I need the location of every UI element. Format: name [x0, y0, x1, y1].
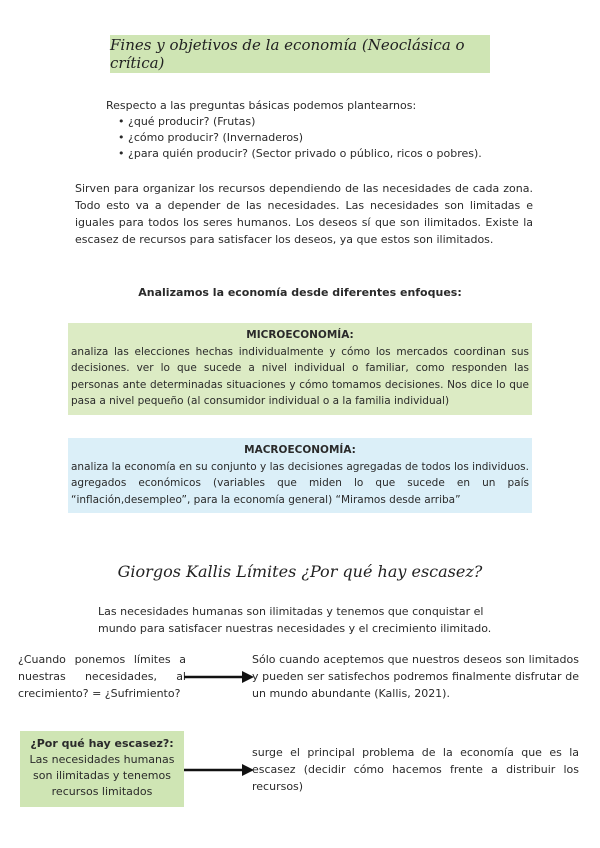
section-heading: Analizamos la economía desde diferentes enfoques:: [138, 286, 462, 299]
limits-question: ¿Cuando ponemos límites a nuestras necesidades, al crecimiento? = ¿Sufrimiento?: [18, 653, 186, 700]
intro-lead: Respecto a las preguntas básicas podemos plantearnos:: [106, 99, 417, 112]
micro-title: MICROECONOMÍA:: [246, 329, 354, 341]
list-item: • ¿qué producir? (Frutas): [118, 114, 482, 130]
arrow-right-icon: [184, 763, 254, 777]
microeconomics-box: [68, 323, 532, 415]
list-item: • ¿para quién producir? (Sector privado o público, ricos o pobres).: [118, 146, 482, 162]
questions-list: [118, 114, 482, 162]
scarcity-box: [20, 731, 184, 807]
kallis-heading: Giorgos Kallis Límites ¿Por qué hay escasez?: [117, 562, 483, 581]
page-title: Fines y objetivos de la economía (Neoclásica o crítica): [110, 35, 490, 73]
kallis-quote: Las necesidades humanas son ilimitadas y tenemos que conquistar el mundo para satisfacer nuestras necesidades y el crecimiento ilimitado.: [98, 605, 492, 635]
macro-text: analiza la economía en su conjunto y las decisiones agregadas de todos los individuos. agregados económicos (variables que miden lo que sucede en un país “inflación,desempleo”, para la economía general) “Miramos desde arriba”: [71, 460, 529, 506]
scarcity-text: Las necesidades humanas son ilimitadas y tenemos recursos limitados: [29, 753, 175, 798]
list-item: • ¿cómo producir? (Invernaderos): [118, 130, 482, 146]
limits-answer: Sólo cuando aceptemos que nuestros deseos son limitados y pueden ser satisfechos podremos finalmente disfrutar de un mundo abundante (Kallis, 2021).: [252, 653, 579, 700]
macroeconomics-box: [68, 438, 532, 513]
arrow-right-icon: [184, 670, 254, 684]
resources-paragraph: Sirven para organizar los recursos dependiendo de las necesidades de cada zona. Todo esto va a depender de las necesidades. Las necesidades son limitadas e iguales para todos los seres humanos. Los deseos sí que son ilimitados. Existe la escasez de recursos para satisfacer los deseos, ya que estos son ilimitados.: [75, 182, 533, 246]
intro-section: [106, 98, 482, 162]
micro-text: analiza las elecciones hechas individualmente y cómo los mercados coordinan sus decisiones. ver lo que sucede a nivel individual o familiar, como responden las personas ante determinadas situaciones y cómo tomamos decisiones. Nos dice lo que pasa a nivel pequeño (al consumidor individual o a la familia individual): [71, 345, 529, 407]
scarcity-title: ¿Por qué hay escasez?:: [30, 737, 174, 750]
macro-title: MACROECONOMÍA:: [244, 444, 356, 456]
scarcity-explanation: surge el principal problema de la economía que es la escasez (decidir cómo hacemos frente a distribuir los recursos): [252, 746, 579, 793]
